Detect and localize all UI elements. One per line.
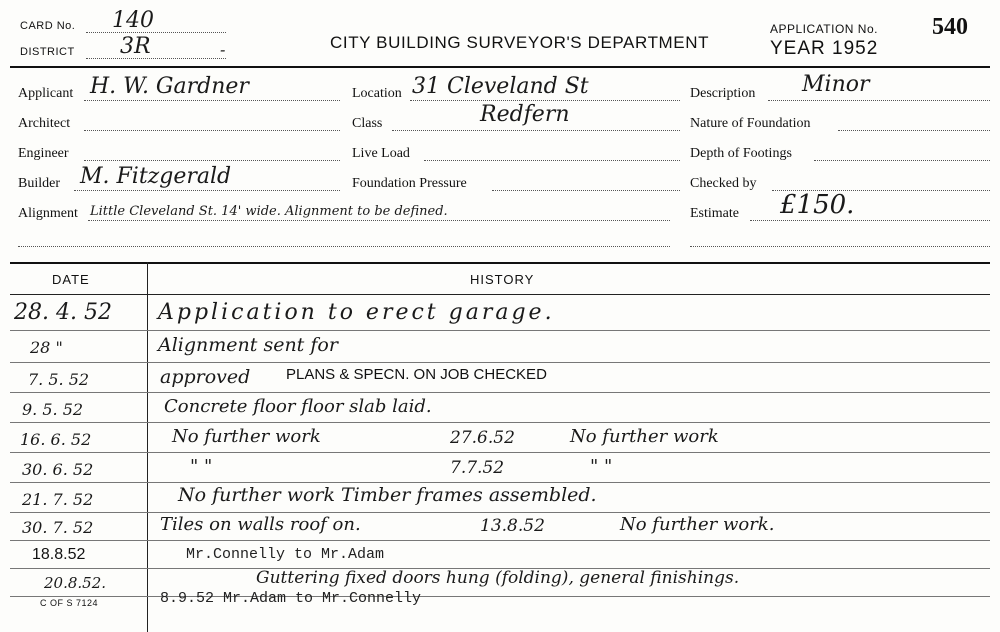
row-line bbox=[10, 392, 990, 393]
builder-label: Builder bbox=[18, 176, 60, 191]
engineer-line bbox=[84, 160, 340, 161]
row-date: 30. 6. 52 bbox=[22, 460, 94, 479]
description-label: Description bbox=[690, 86, 756, 101]
row-history: Application to erect garage. bbox=[158, 300, 555, 325]
card-no-label: CARD No. bbox=[20, 20, 76, 32]
row-date: 30. 7. 52 bbox=[22, 518, 94, 537]
architect-line bbox=[84, 130, 340, 131]
alignment-value: Little Cleveland St. 14' wide. Alignment to be defined. bbox=[90, 204, 448, 219]
engineer-label: Engineer bbox=[18, 146, 69, 161]
date-header: DATE bbox=[52, 272, 90, 287]
row-line bbox=[10, 540, 990, 541]
row-history: Guttering fixed doors hung (folding), general finishings. bbox=[256, 568, 740, 588]
live-load-label: Live Load bbox=[352, 146, 410, 161]
row-date: 18.8.52 bbox=[32, 546, 86, 563]
row-date-secondary: 13.8.52 bbox=[480, 516, 545, 536]
depth-of-footings-label: Depth of Footings bbox=[690, 146, 792, 161]
class-line bbox=[392, 130, 680, 131]
row-date: 20.8.52. bbox=[44, 574, 107, 592]
row-history: Alignment sent for bbox=[158, 334, 338, 356]
class-value: Redfern bbox=[480, 102, 570, 127]
estimate-value: £150. bbox=[780, 190, 855, 220]
row-date: 21. 7. 52 bbox=[22, 490, 94, 509]
location-label: Location bbox=[352, 86, 402, 101]
row-line bbox=[10, 330, 990, 331]
form-code: C OF S 7124 bbox=[40, 598, 99, 608]
applicant-line bbox=[84, 100, 340, 101]
application-no-label: APPLICATION No. bbox=[770, 22, 878, 36]
row-history: No further work bbox=[172, 426, 321, 447]
department-title: CITY BUILDING SURVEYOR'S DEPARTMENT bbox=[330, 33, 710, 52]
card-no-line bbox=[86, 32, 226, 33]
row-history: No further work Timber frames assembled. bbox=[178, 484, 597, 506]
row-date: 9. 5. 52 bbox=[22, 400, 84, 419]
description-line bbox=[768, 100, 990, 101]
row-history: Tiles on walls roof on. bbox=[160, 514, 361, 535]
extra-line bbox=[690, 246, 990, 247]
row-history: Mr.Connelly to Mr.Adam bbox=[186, 546, 385, 563]
row-history: approved bbox=[160, 366, 251, 388]
row-history-secondary: No further work bbox=[570, 426, 719, 447]
district-line bbox=[86, 58, 226, 59]
row-line bbox=[10, 362, 990, 363]
row-history: Concrete floor floor slab laid. bbox=[164, 396, 432, 417]
row-line bbox=[10, 512, 990, 513]
header-rule bbox=[10, 66, 990, 68]
estimate-line bbox=[750, 220, 990, 221]
location-line bbox=[410, 100, 680, 101]
nature-of-foundation-label: Nature of Foundation bbox=[690, 116, 811, 131]
row-history-secondary: " " bbox=[590, 456, 613, 477]
card-no-value: 140 bbox=[112, 8, 154, 33]
row-date: 7. 5. 52 bbox=[28, 370, 90, 389]
location-value: 31 Cleveland St bbox=[412, 74, 589, 99]
district-mark: - bbox=[220, 40, 226, 59]
builder-value: M. Fitzgerald bbox=[80, 164, 232, 189]
alignment-line bbox=[88, 220, 670, 221]
row-date-secondary: 7.7.52 bbox=[450, 458, 505, 478]
foundation-pressure-label: Foundation Pressure bbox=[352, 176, 467, 191]
estimate-label: Estimate bbox=[690, 206, 739, 221]
description-value: Minor bbox=[802, 72, 870, 97]
checked-by-label: Checked by bbox=[690, 176, 757, 191]
table-top-rule bbox=[10, 262, 990, 264]
nature-line bbox=[838, 130, 990, 131]
applicant-value: H. W. Gardner bbox=[90, 74, 249, 99]
applicant-label: Applicant bbox=[18, 86, 74, 101]
alignment-label: Alignment bbox=[18, 206, 78, 221]
extra-line-left bbox=[18, 246, 670, 247]
row-date-secondary: 27.6.52 bbox=[450, 428, 515, 448]
foundation-pressure-line bbox=[492, 190, 680, 191]
application-no-value: 540 bbox=[932, 14, 968, 40]
row-date: 28. 4. 52 bbox=[14, 300, 112, 325]
row-date: 16. 6. 52 bbox=[20, 430, 92, 449]
row-history-typed: 8.9.52 Mr.Adam to Mr.Connelly bbox=[160, 590, 422, 607]
table-header-rule bbox=[10, 294, 990, 295]
row-line bbox=[10, 422, 990, 423]
table-column-divider bbox=[147, 262, 148, 632]
history-header: HISTORY bbox=[470, 272, 535, 287]
class-label: Class bbox=[352, 116, 383, 131]
row-history-secondary: No further work. bbox=[620, 514, 775, 535]
live-load-line bbox=[424, 160, 680, 161]
row-line bbox=[10, 452, 990, 453]
builder-line bbox=[74, 190, 340, 191]
row-line bbox=[10, 482, 990, 483]
row-date: 28 " bbox=[30, 338, 63, 357]
district-label: DISTRICT bbox=[20, 46, 75, 58]
year-label: YEAR 1952 bbox=[770, 38, 879, 59]
depth-line bbox=[814, 160, 990, 161]
district-value: 3R bbox=[120, 34, 151, 59]
architect-label: Architect bbox=[18, 116, 71, 131]
row-history: " " bbox=[190, 456, 213, 477]
plans-checked-stamp: PLANS & SPECN. ON JOB CHECKED bbox=[286, 366, 547, 383]
row-line bbox=[10, 596, 990, 597]
